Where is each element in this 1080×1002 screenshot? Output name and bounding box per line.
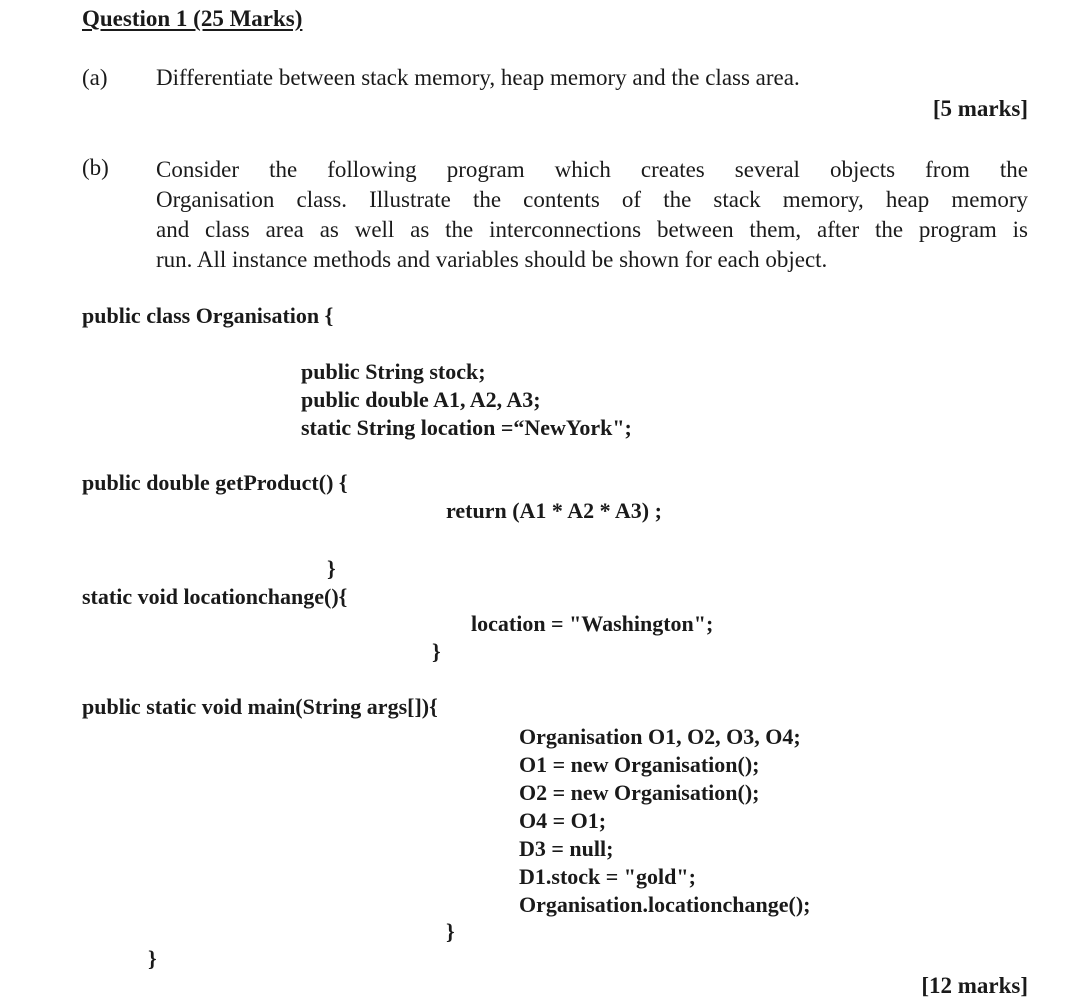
- code-field-line: static String location =“NewYork";: [301, 415, 632, 440]
- code-class-declaration: public class Organisation {: [82, 303, 334, 328]
- code-main-line: Organisation O1, O2, O3, O4;: [519, 724, 801, 749]
- code-fields: [301, 358, 632, 442]
- code-close-brace: }: [432, 639, 441, 664]
- code-close-brace: }: [148, 946, 157, 971]
- part-a-label: (a): [82, 65, 108, 90]
- code-location-change-declaration: static void locationchange(){: [82, 584, 348, 609]
- part-b-line: and class area as well as the interconnections between them, after the program is: [156, 217, 1028, 242]
- part-b-text: [156, 155, 1028, 275]
- code-main-body: [519, 723, 811, 919]
- code-field-line: public String stock;: [301, 359, 486, 384]
- code-close-brace: }: [446, 919, 455, 944]
- code-main-declaration: public static void main(String args[]){: [82, 694, 438, 719]
- code-location-assignment: location = "Washington";: [471, 611, 714, 636]
- code-return-statement: return (A1 * A2 * A3) ;: [446, 498, 662, 523]
- part-b-label: (b): [82, 155, 109, 180]
- code-field-line: public double A1, A2, A3;: [301, 387, 541, 412]
- code-main-line: D1.stock = "gold";: [519, 864, 696, 889]
- part-a-marks: [5 marks]: [932, 96, 1028, 121]
- part-b-marks: [12 marks]: [921, 973, 1028, 998]
- part-b-line: Organisation class. Illustrate the contents of the stack memory, heap memory: [156, 187, 1028, 212]
- question-title: Question 1 (25 Marks): [82, 6, 303, 31]
- part-b-line: run. All instance methods and variables should be shown for each object.: [156, 247, 828, 272]
- code-get-product-declaration: public double getProduct() {: [82, 470, 348, 495]
- code-main-line: O4 = O1;: [519, 808, 607, 833]
- code-main-line: D3 = null;: [519, 836, 614, 861]
- part-a-text: Differentiate between stack memory, heap memory and the class area.: [156, 65, 800, 90]
- part-b-line: Consider the following program which creates several objects from the: [156, 157, 1028, 182]
- code-main-line: O1 = new Organisation();: [519, 752, 760, 777]
- code-main-line: O2 = new Organisation();: [519, 780, 760, 805]
- code-close-brace: }: [327, 556, 336, 581]
- code-main-line: Organisation.locationchange();: [519, 892, 811, 917]
